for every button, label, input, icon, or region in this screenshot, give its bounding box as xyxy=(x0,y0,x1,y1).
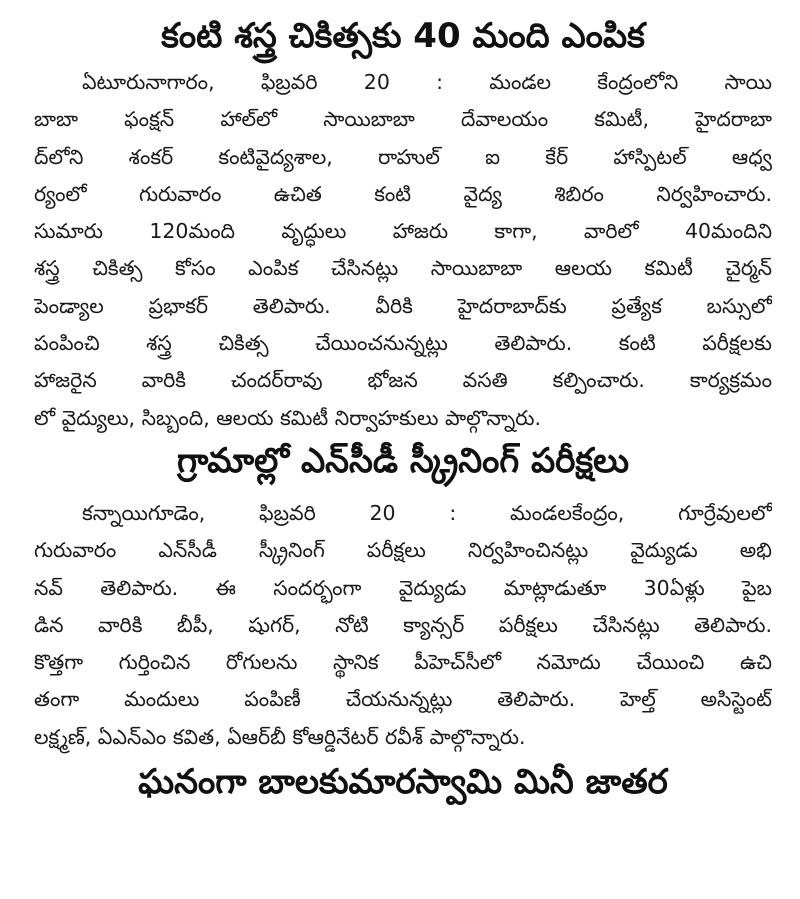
body-line: బాబా ఫంక్షన్ హాల్‌లో సాయిబాబా దేవాలయం కమిటీ, హైదరాబా xyxy=(34,107,772,132)
article-eye-surgery xyxy=(0,0,800,437)
body-line: శస్త్ర చికిత్స కోసం ఎంపిక చేసినట్లు సాయిబాబా ఆలయ కమిటీ చైర్మన్ xyxy=(34,256,772,281)
body-line: ద్‌లోని శంకర్ కంటివైద్యశాల, రాహుల్ ఐ కేర్ హాస్పిటల్ ఆధ్వ xyxy=(34,144,772,169)
body-line: ర్యంలో గురువారం ఉచిత కంటి వైద్య శిబిరం నిర్వహించారు. xyxy=(34,181,772,206)
body-line: హాజరైన వారికి చందర్‌రావు భోజన వసతి కల్పించారు. కార్యక్రమం xyxy=(34,368,772,393)
body-line: పంపించి శస్త్ర చికిత్స చేయించనున్నట్లు తెలిపారు. కంటి పరీక్షలకు xyxy=(34,331,772,356)
headline-jatara: ఘనంగా బాలకుమారస్వామి మినీ జాతర xyxy=(138,762,668,803)
body-line: సుమారు 120మంది వృద్ధులు హాజరు కాగా, వారిలో 40మందిని xyxy=(34,219,772,244)
body-line: కొత్తగా గుర్తించిన రోగులను స్థానిక పీహెచ్‌సీలో నమోదు చేయించి ఉచి xyxy=(34,650,772,675)
body-line: ఏటూరునాగారం, ఫిబ్రవరి 20 : మండల కేంద్రంలోని సాయి xyxy=(82,70,772,94)
headline-ncd-screening: గ్రామాల్లో ఎన్‌సీడీ స్క్రీనింగ్ పరీక్షలు xyxy=(177,440,629,481)
body-line: తంగా మందులు పంపిణీ చేయనున్నట్లు తెలిపారు. హెల్త్ అసిస్టెంట్ xyxy=(34,687,772,712)
body-line: పెండ్యాల ప్రభాకర్ తెలిపారు. వీరికి హైదరాబాద్‌కు ప్రత్యేక బస్సులో xyxy=(34,293,772,318)
body-line: లక్ష్మణ్, ఏఎన్ఎం కవిత, ఏఆర్‌బీ కోఆర్డినేటర్ రవీశ్ పాల్గొన్నారు. xyxy=(34,724,526,749)
body-line: కన్నాయిగూడెం, ఫిబ్రవరి 20 : మండలకేంద్రం, గూర్రేవులలో xyxy=(82,500,772,525)
article-body-ncd-screening xyxy=(34,495,772,756)
body-line: నవ్ తెలిపారు. ఈ సందర్భంగా వైద్యుడు మాట్లాడుతూ 30ఏళ్లు పైబ xyxy=(34,575,772,600)
article-body-eye-surgery xyxy=(34,64,772,437)
article-jatara xyxy=(0,756,800,803)
headline-eye-surgery: కంటి శస్త్ర చికిత్సకు 40 మంది ఎంపిక xyxy=(161,16,645,56)
body-line: లో వైద్యులు, సిబ్బంది, ఆలయ కమిటీ నిర్వాహకులు పాల్గొన్నారు. xyxy=(34,405,542,430)
body-line: గురువారం ఎన్‌సీడీ స్క్రీనింగ్ పరీక్షలు నిర్వహించినట్లు వైద్యుడు అభి xyxy=(34,538,772,563)
body-line: డిన వారికి బీపీ, షుగర్, నోటి క్యాన్సర్ పరీక్షలు చేసినట్లు తెలిపారు. xyxy=(34,612,772,637)
article-ncd-screening xyxy=(0,437,800,756)
